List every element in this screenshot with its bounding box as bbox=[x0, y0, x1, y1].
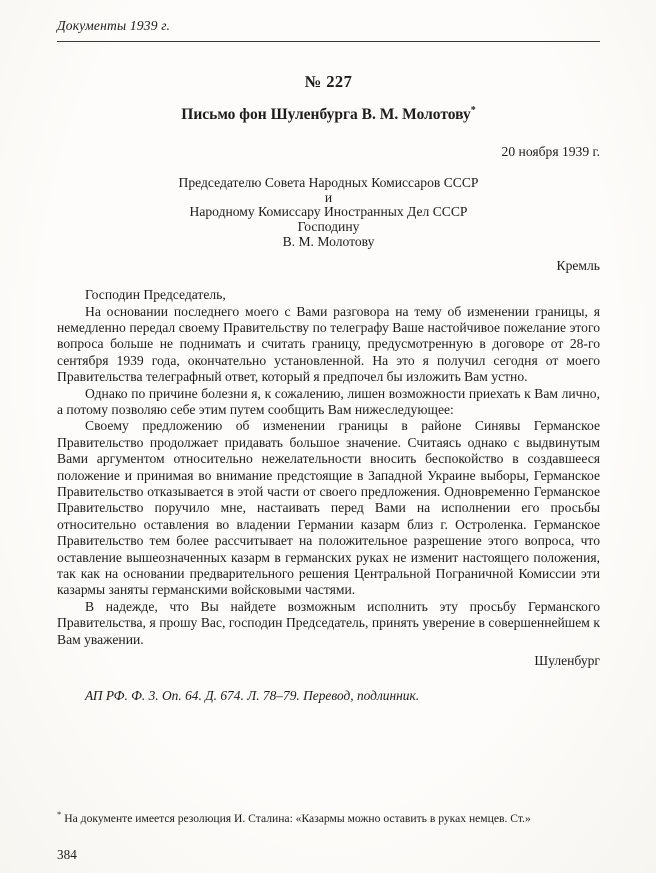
addressee-line: Народному Комиссару Иностранных Дел СССР bbox=[189, 204, 468, 220]
addressee-line: В. М. Молотову bbox=[282, 233, 375, 249]
page-number: 384 bbox=[57, 847, 77, 862]
addressee-line: Господину bbox=[297, 218, 360, 234]
document-date: 20 ноября 1939 г. bbox=[501, 144, 600, 160]
body-paragraph: На основании последнего моего с Вами разговора на тему об изменении границы, я немедленно передал своему Правительству по телеграфу Ваше настойчивое пожелание этого вопроса больше не поднимать и считать границу, предусмотренную в договоре от 28-го сентября 1939 года, окончательно установленной. На это я получил сегодня от моего Правительства телеграфный ответ, который я предпочел бы изложить Вам устно. bbox=[57, 303, 600, 385]
body-paragraph: Однако по причине болезни я, к сожалению, лишен возможности приехать к Вам лично, а потому позволяю себе этим путем сообщить Вам нижеследующее: bbox=[57, 385, 600, 417]
body-paragraph: Своему предложению об изменении границы в районе Синявы Германское Правительство продолжает придавать большое значение. Считаясь однако с выдвинутым Вами аргументом относительно нежелательности вносить беспокойство в создавшееся положение и принимая во внимание предстоящие в Западной Украине выборы, Германское Правительство отказывается в этой части от своего предложения. Одновременно Германское Правительство поручило мне, настаивать перед Вами на исполнении его просьбы относительно оставления во владении Германии казарм близ г. Остроленка. Германское Правительство тем более рассчитывает на положительное разрешение этого вопроса, что оставление вышеозначенных казарм в германских руках не изменит настоящего положения, так как на основании предварительного решения Центральной Пограничной Комиссии эти казармы заняты германскими войсковыми частями. bbox=[57, 418, 600, 598]
archive-reference: АП РФ. Ф. 3. Оп. 64. Д. 674. Л. 78–79. Перевод, подлинник. bbox=[85, 688, 420, 704]
title-footnote-mark: * bbox=[470, 105, 476, 116]
document-number: № 227 bbox=[304, 72, 353, 91]
document-content bbox=[57, 42, 600, 704]
addressee-place: Кремль bbox=[556, 258, 600, 274]
running-head: Документы 1939 г. bbox=[57, 18, 171, 33]
signature: Шуленбург bbox=[534, 653, 600, 669]
letter-body bbox=[57, 287, 600, 648]
addressee-line: и bbox=[324, 189, 333, 205]
salutation: Господин Председатель, bbox=[85, 287, 226, 303]
footnote-mark: * bbox=[57, 809, 62, 820]
addressee-line: Председателю Совета Народных Комиссаров СССР bbox=[178, 175, 479, 191]
page-footer bbox=[57, 807, 600, 865]
document-title-text: Письмо фон Шуленбурга В. М. Молотову bbox=[181, 106, 471, 124]
document-title bbox=[57, 105, 600, 124]
addressee-block bbox=[57, 176, 600, 249]
footnote-text: На документе имеется резолюция И. Сталина: «Казармы можно оставить в руках немцев. Ст.» bbox=[64, 812, 531, 825]
page-header bbox=[57, 18, 600, 42]
body-paragraph: В надежде, что Вы найдете возможным исполнить эту просьбу Германского Правительства, я прошу Вас, господин Председатель, принять уверение в совершеннейшем к Вам уважении. bbox=[57, 598, 600, 647]
footnote bbox=[57, 807, 600, 826]
